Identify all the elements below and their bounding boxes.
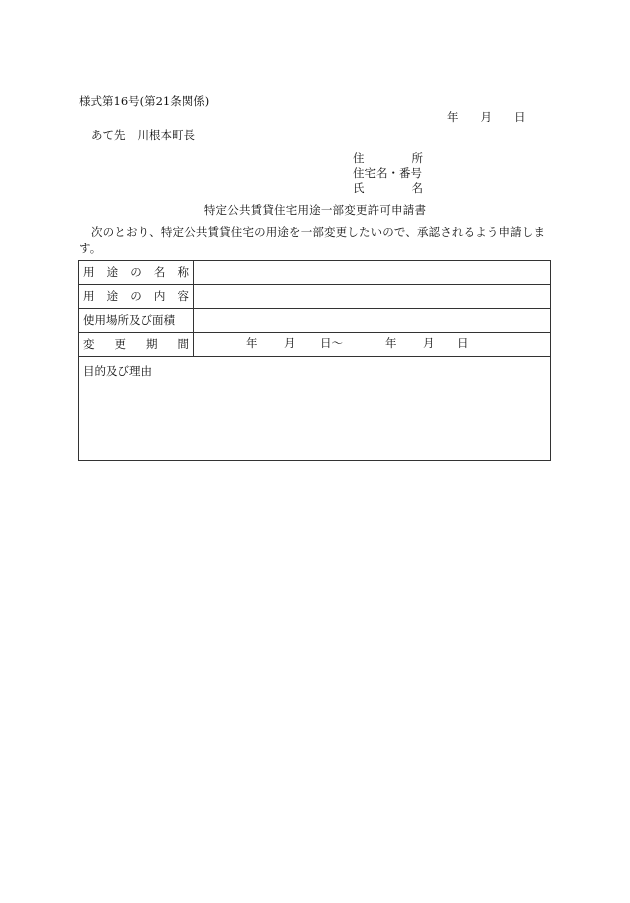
table-row-change-period	[79, 333, 551, 357]
label-char: の	[130, 264, 142, 279]
table-row-location-area	[79, 309, 551, 333]
addressee	[91, 130, 195, 142]
label-char: 間	[177, 336, 189, 351]
addressee-label: あて先	[91, 128, 126, 142]
name-char-1: 氏	[353, 181, 365, 195]
period-end-year: 年	[385, 336, 397, 350]
addressee-name: 川根本町長	[137, 128, 195, 142]
location-area-label: 使用場所及び面積	[79, 309, 194, 333]
period-end-day: 日	[457, 336, 469, 350]
label-char: 変	[83, 336, 95, 351]
label-char: 途	[106, 264, 119, 279]
form-number: 様式第16号(第21条関係)	[79, 94, 210, 108]
period-end-month: 月	[423, 336, 435, 350]
period-start-month: 月	[284, 336, 296, 350]
housing-label-text: 住宅名・番号	[353, 166, 422, 180]
application-form-table	[78, 260, 551, 461]
document-title: 特定公共賃貸住宅用途一部変更許可申請書	[203, 203, 427, 217]
table-row-usage-content	[79, 285, 551, 309]
label-char: 内	[153, 288, 166, 303]
date-month-label: 月	[480, 110, 492, 124]
label-char: 用	[83, 264, 95, 279]
table-row-usage-name	[79, 261, 551, 285]
location-area-field[interactable]	[194, 309, 551, 333]
applicant-address-label	[353, 153, 423, 165]
purpose-reason-label: 目的及び理由	[83, 364, 152, 378]
address-char-1: 住	[353, 151, 365, 165]
date-line	[447, 112, 526, 124]
period-start-year: 年	[246, 336, 258, 350]
change-period-field[interactable]	[194, 333, 551, 357]
usage-content-field[interactable]	[194, 285, 551, 309]
label-char: 名	[153, 264, 166, 279]
usage-name-label	[79, 261, 194, 285]
address-char-2: 所	[411, 151, 423, 165]
label-char: 称	[177, 264, 189, 279]
period-start-day: 日～	[320, 336, 343, 350]
applicant-housing-label	[353, 168, 423, 180]
label-char: 途	[106, 288, 119, 303]
applicant-name-label	[353, 183, 423, 195]
label-char: 更	[114, 336, 126, 351]
usage-name-field[interactable]	[194, 261, 551, 285]
label-char: の	[130, 288, 142, 303]
label-char: 容	[177, 288, 189, 303]
date-day-label: 日	[514, 110, 526, 124]
label-char: 期	[146, 336, 158, 351]
date-year-label: 年	[447, 110, 459, 124]
name-char-2: 名	[411, 181, 423, 195]
body-text: 次のとおり、特定公共賃貸住宅の用途を一部変更したいので、承認されるよう申請します。	[79, 225, 546, 255]
table-row-purpose	[79, 357, 551, 461]
purpose-reason-field[interactable]	[79, 357, 551, 461]
usage-content-label	[79, 285, 194, 309]
label-char: 用	[83, 288, 95, 303]
change-period-label	[79, 333, 194, 357]
